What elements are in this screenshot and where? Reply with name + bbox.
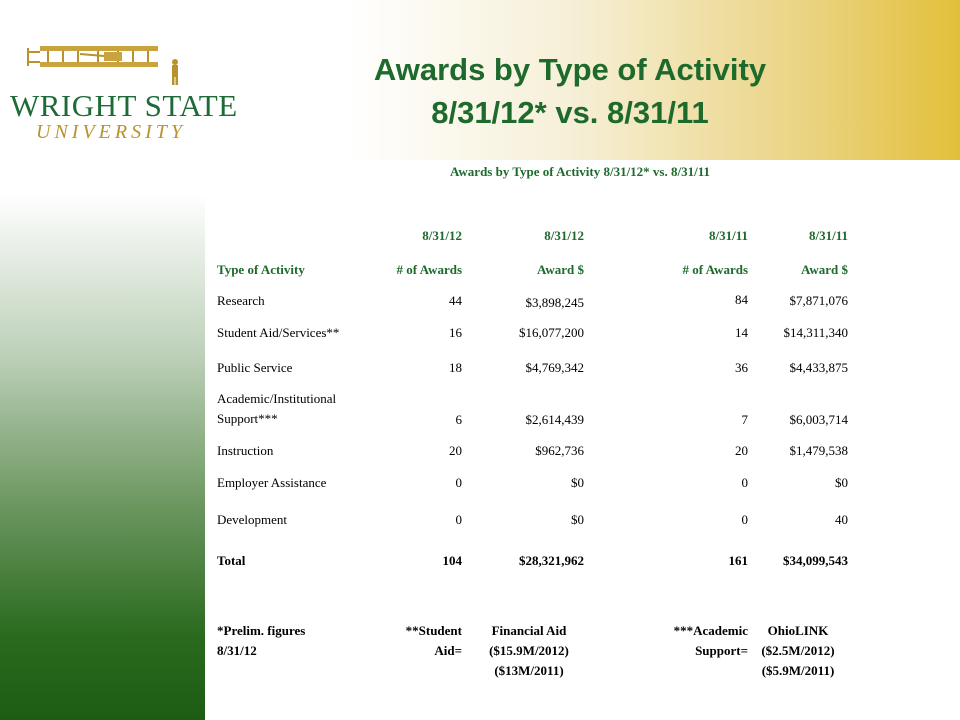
table-cell: $1,479,538	[789, 443, 848, 458]
slide-title-line1: Awards by Type of Activity	[373, 52, 767, 87]
table-cell: $14,311,340	[783, 325, 848, 340]
column-header-fy12-count: # of Awards	[396, 262, 462, 277]
table-cell: $962,736	[535, 443, 584, 458]
total-cell: $28,321,962	[519, 553, 584, 568]
date-header-fy12-count: 8/31/12	[422, 228, 462, 243]
footnote-academic-value: OhioLINK ($2.5M/2012) ($5.9M/2011)	[761, 623, 835, 678]
table-cell: 0	[455, 512, 462, 527]
table-cell: 44	[449, 293, 462, 308]
table-row-label: Academic/Institutional Support***	[217, 391, 337, 426]
table-cell: $4,433,875	[789, 360, 848, 375]
total-cell: 104	[442, 553, 462, 568]
wright-flyer-icon	[8, 38, 208, 88]
table-cell: $3,898,245	[525, 295, 584, 310]
table-cell: $6,003,714	[789, 412, 848, 427]
column-header-fy11-amount: Award $	[800, 262, 848, 277]
table-cell: 20	[449, 443, 462, 458]
table-cell: 40	[835, 512, 848, 527]
table-cell: 20	[735, 443, 748, 458]
table-cell: 0	[455, 475, 462, 490]
date-header-fy12-amount: 8/31/12	[544, 228, 584, 243]
logo-wordmark: WRIGHT STATE	[10, 88, 238, 123]
footnote-prelim: *Prelim. figures 8/31/12	[217, 623, 306, 658]
total-cell: $34,099,543	[783, 553, 848, 568]
table-cell: 0	[741, 512, 748, 527]
table-cell: 84	[735, 292, 748, 307]
table-cell: 36	[735, 360, 748, 375]
table-row-label: Research	[217, 293, 265, 308]
table-cell: $16,077,200	[519, 325, 584, 340]
table-cell: $7,871,076	[789, 293, 848, 308]
sidebar-gradient	[0, 160, 205, 720]
table-cell: $0	[571, 475, 584, 490]
table-cell: 0	[741, 475, 748, 490]
column-header-fy12-amount: Award $	[536, 262, 584, 277]
logo-university: UNIVERSITY	[36, 121, 186, 143]
table-cell: 16	[449, 325, 462, 340]
date-header-fy11-count: 8/31/11	[708, 228, 748, 243]
table-cell: 14	[735, 325, 748, 340]
total-row-label: Total	[217, 553, 246, 568]
column-header-fy11-count: # of Awards	[682, 262, 748, 277]
total-cell: 161	[728, 553, 748, 568]
table-row-label: Instruction	[217, 443, 274, 458]
date-header-fy11-amount: 8/31/11	[808, 228, 848, 243]
footnote-academic-label: ***Academic Support=	[673, 623, 748, 658]
column-header-activity: Type of Activity	[217, 262, 305, 277]
university-logo	[8, 38, 238, 143]
slide-title-line2: 8/31/12* vs. 8/31/11	[431, 95, 709, 130]
footnote-student-aid-label: **Student Aid=	[405, 623, 462, 658]
table-cell: $4,769,342	[525, 360, 584, 375]
table-cell: $0	[571, 512, 584, 527]
table-cell: 6	[455, 412, 462, 427]
table-cell: 18	[449, 360, 462, 375]
table-row-label: Development	[217, 512, 288, 527]
footnote-student-aid-value: Financial Aid ($15.9M/2012) ($13M/2011)	[489, 623, 569, 678]
table-row-label: Employer Assistance	[217, 475, 327, 490]
table-row-label: Public Service	[217, 360, 293, 375]
table-caption: Awards by Type of Activity 8/31/12* vs. 8/31/11	[449, 164, 710, 179]
table-cell: $2,614,439	[525, 412, 584, 427]
table-row-label: Student Aid/Services**	[217, 325, 340, 340]
table-cell: 7	[741, 412, 748, 427]
slide-title	[330, 48, 810, 134]
table-cell: $0	[835, 475, 848, 490]
